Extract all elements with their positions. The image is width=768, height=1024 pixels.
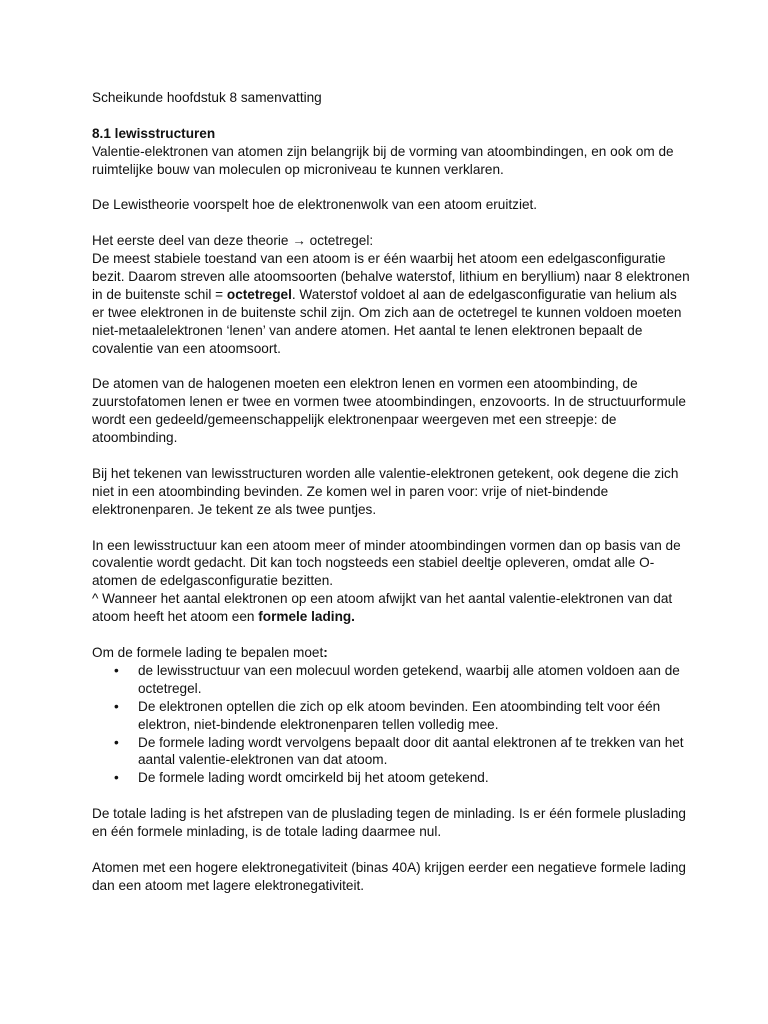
steps-intro-text: Om de formele lading te bepalen moet <box>92 644 324 660</box>
document-page <box>92 89 692 895</box>
right-arrow-icon: → <box>292 233 306 249</box>
bullet-icon: • <box>114 698 119 714</box>
steps-intro <box>92 644 692 662</box>
list-item-text: De formele lading wordt vervolgens bepaalt door dit aantal elektronen af te trekken van het aantal valentie-elektronen van dat atoom. <box>138 734 684 768</box>
spacer <box>92 841 692 859</box>
formal-charge-text: ^ Wanneer het aantal elektronen op een atoom afwijkt van het aantal valentie-elektronen van dat atoom heeft het atoom een <box>92 591 673 625</box>
octet-text-part1: De meest stabiele toestand van een atoom is er één waarbij het atoom een edelgasconfiguratie bezit. Daarom streven alle atoomsoorten (behalve waterstof, lithium en beryllium) naar 8 elektronen in de buitenste schil = <box>92 251 690 302</box>
electronegativity-paragraph: Atomen met een hogere elektronegativiteit (binas 40A) krijgen eerder een negatieve formele lading dan een atoom met lagere elektronegativiteit. <box>92 859 686 893</box>
spacer <box>92 519 692 537</box>
spacer <box>92 358 692 376</box>
more-less-paragraph: In een lewisstructuur kan een atoom meer of minder atoombindingen vormen dan op basis van de covalentie wordt gedacht. Dit kan toch nogsteeds een stabiel deeltje opleveren, omdat alle O-atomen de edelgasconfiguratie bezitten. <box>92 537 681 589</box>
halogens-paragraph: De atomen van de halogenen moeten een elektron lenen en vormen een atoombinding, de zuurstofatomen lenen er twee en vormen twee atoombindingen, enzovoorts. In de structuurformule wordt een gedeeld/gemeenschappelijk elektronenpaar weergeven met een streepje: de atoombinding. <box>92 376 686 446</box>
list-item <box>92 698 692 734</box>
spacer <box>92 107 692 125</box>
octet-heading-suffix: octetregel: <box>309 233 374 249</box>
list-item-text: De formele lading wordt omcirkeld bij het atoom getekend. <box>138 770 489 786</box>
lewis-theory-paragraph: De Lewistheorie voorspelt hoe de elektronenwolk van een atoom eruitziet. <box>92 197 538 213</box>
intro-paragraph: Valentie-elektronen van atomen zijn belangrijk bij de vorming van atoombindingen, en ook om de ruimtelijke bouw van moleculen op microniveau te kunnen verklaren. <box>92 143 674 177</box>
octet-heading-prefix: Het eerste deel van deze theorie <box>92 233 289 249</box>
spacer <box>92 626 692 644</box>
steps-intro-colon: : <box>323 644 328 660</box>
document-title: Scheikunde hoofdstuk 8 samenvatting <box>92 90 322 105</box>
total-charge-paragraph: De totale lading is het afstrepen van de pluslading tegen de minlading. Is er één formele pluslading en één formele minlading, is de totale lading daarmee nul. <box>92 806 686 840</box>
formal-charge-term: formele lading. <box>258 609 355 625</box>
bullet-icon: • <box>114 662 119 678</box>
steps-list <box>92 662 692 787</box>
list-item <box>92 734 692 770</box>
spacer <box>92 447 692 465</box>
bullet-icon: • <box>114 734 119 750</box>
drawing-paragraph: Bij het tekenen van lewisstructuren worden alle valentie-elektronen getekent, ook degene die zich niet in een atoombinding bevinden. Ze komen wel in paren voor: vrije of niet-bindende elektronenparen. Je tekent ze als twee puntjes. <box>92 465 679 517</box>
octet-rule-term: octetregel <box>226 286 292 302</box>
spacer <box>92 787 692 805</box>
octet-text-part2: . Waterstof voldoet al aan de edelgasconfiguratie van helium als er twee elektronen in de buitenste schil zijn. Om zich aan de octetregel te kunnen voldoen moeten niet-metaalelektronen ‘lenen’ van andere atomen. Het aantal te lenen elektronen bepaalt de covalentie van een atoomsoort. <box>92 286 682 356</box>
formal-charge-paragraph <box>92 590 692 626</box>
octet-heading <box>92 232 692 250</box>
list-item-text: de lewisstructuur van een molecuul worden getekend, waarbij alle atomen voldoen aan de octetregel. <box>138 662 680 696</box>
list-item-text: De elektronen optellen die zich op elk atoom bevinden. Een atoombinding telt voor één elektron, niet-bindende elektronenparen tellen volledig mee. <box>138 698 661 732</box>
spacer <box>92 179 692 197</box>
octet-paragraph <box>92 250 692 357</box>
bullet-icon: • <box>114 770 119 786</box>
list-item <box>92 662 692 698</box>
list-item <box>92 769 692 787</box>
spacer <box>92 214 692 232</box>
section-heading: 8.1 lewisstructuren <box>92 125 216 141</box>
